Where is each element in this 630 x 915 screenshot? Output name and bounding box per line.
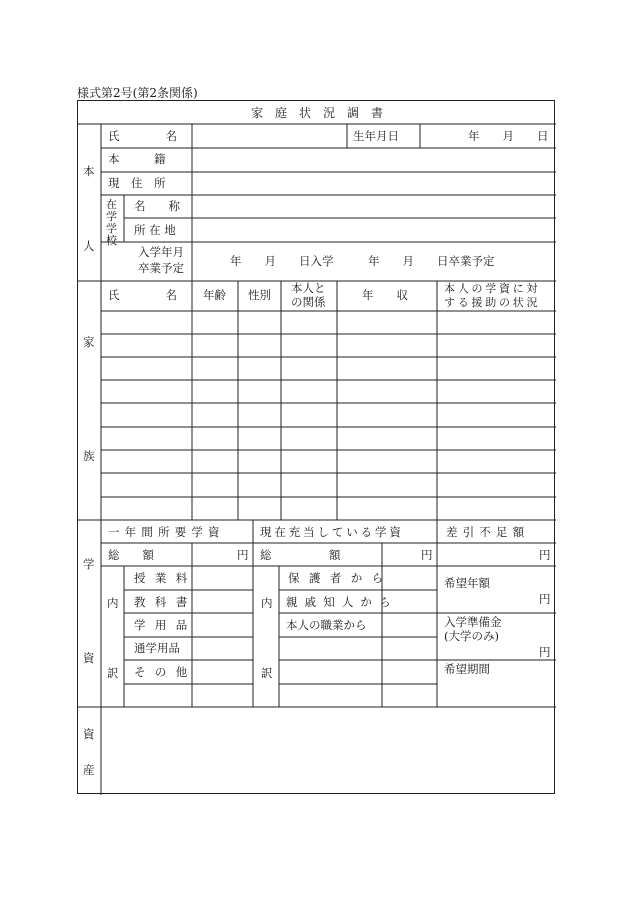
expense-commuting: 通学用品 <box>134 641 180 655</box>
source-relatives: 親 戚 知 人 か ら <box>286 595 393 609</box>
birthdate-value[interactable]: 年 月 日 <box>468 129 549 143</box>
expense-textbooks: 教 科 書 <box>134 595 191 609</box>
school-name-field[interactable] <box>196 196 551 217</box>
expense-supplies: 学 用 品 <box>134 618 191 632</box>
applicant-name-field[interactable] <box>196 125 346 147</box>
school-label-3: 学 <box>106 222 117 235</box>
breakdown-label-expenses-2: 訳 <box>107 666 119 680</box>
household-survey-form <box>77 100 555 794</box>
expense-tuition: 授 業 料 <box>134 571 191 585</box>
enroll-graduation-value[interactable]: 年 月 日入学 年 月 日卒業予定 <box>230 254 495 268</box>
entrance-prep-label-2: (大学のみ) <box>444 629 499 643</box>
shortfall-header: 差引不足額 <box>446 525 530 539</box>
family-header-income: 年 収 <box>362 288 408 302</box>
entrance-prep-label-1: 入学準備金 <box>444 615 502 629</box>
section-label-applicant-1: 本 <box>83 164 95 178</box>
section-label-applicant-2: 人 <box>83 239 95 253</box>
family-header-sex: 性別 <box>248 288 271 302</box>
family-header-age: 年齢 <box>203 288 226 302</box>
current-funding-header: 現在充当している学資 <box>260 525 404 539</box>
family-header-relation-2: の関係 <box>291 295 326 309</box>
section-label-family-1: 家 <box>83 335 95 349</box>
breakdown-label-sources-1: 内 <box>261 596 273 610</box>
school-label-4: 校 <box>106 234 117 247</box>
school-label-2: 学 <box>106 210 117 223</box>
applicant-name-label: 氏 名 <box>108 129 177 143</box>
desired-annual-label: 希望年額 <box>444 576 490 590</box>
source-guardian: 保 護 者 か ら <box>288 571 386 585</box>
school-name-label: 名 称 <box>134 199 180 213</box>
assets-field[interactable] <box>104 710 552 792</box>
school-location-label: 所 在 地 <box>134 223 176 237</box>
section-label-assets-2: 産 <box>83 763 95 777</box>
school-location-field[interactable] <box>196 219 551 241</box>
school-label-1: 在 <box>106 198 117 211</box>
family-header-support-2: する援助の状況 <box>444 296 541 309</box>
domicile-field[interactable] <box>196 149 551 171</box>
needed-total-label: 総 額 <box>108 548 154 562</box>
source-own-job: 本人の職業から <box>286 618 367 632</box>
funding-total-yen: 円 <box>421 548 433 562</box>
enroll-label-2: 卒業予定 <box>138 261 184 275</box>
form-caption: 様式第2号(第2条関係) <box>77 86 198 100</box>
expense-other: そ の 他 <box>134 665 191 679</box>
family-header-support-1: 本人の学資に対 <box>444 282 541 295</box>
family-header-name: 氏 名 <box>108 288 177 302</box>
section-label-funds-2: 資 <box>83 651 95 665</box>
domicile-label: 本 籍 <box>108 152 166 166</box>
annual-needed-header: 一年間所要学資 <box>108 525 225 539</box>
entrance-prep-yen: 円 <box>539 645 551 659</box>
funding-total-label: 総 額 <box>260 548 341 562</box>
section-label-family-2: 族 <box>83 449 95 463</box>
section-label-assets-1: 資 <box>83 727 95 741</box>
breakdown-label-sources-2: 訳 <box>261 666 273 680</box>
address-field[interactable] <box>196 173 551 194</box>
breakdown-label-expenses-1: 内 <box>107 596 119 610</box>
enroll-label-1: 入学年月 <box>138 245 184 259</box>
family-header-relation-1: 本人と <box>291 281 326 295</box>
needed-total-yen: 円 <box>237 548 249 562</box>
form-title: 家 庭 状 況 調 書 <box>250 106 383 120</box>
address-label: 現 住 所 <box>108 176 166 190</box>
desired-period-label: 希望期間 <box>444 662 490 676</box>
section-label-funds-1: 学 <box>83 557 95 571</box>
shortfall-yen: 円 <box>539 548 551 562</box>
desired-annual-yen: 円 <box>539 592 551 606</box>
birthdate-label: 生年月日 <box>353 129 399 143</box>
